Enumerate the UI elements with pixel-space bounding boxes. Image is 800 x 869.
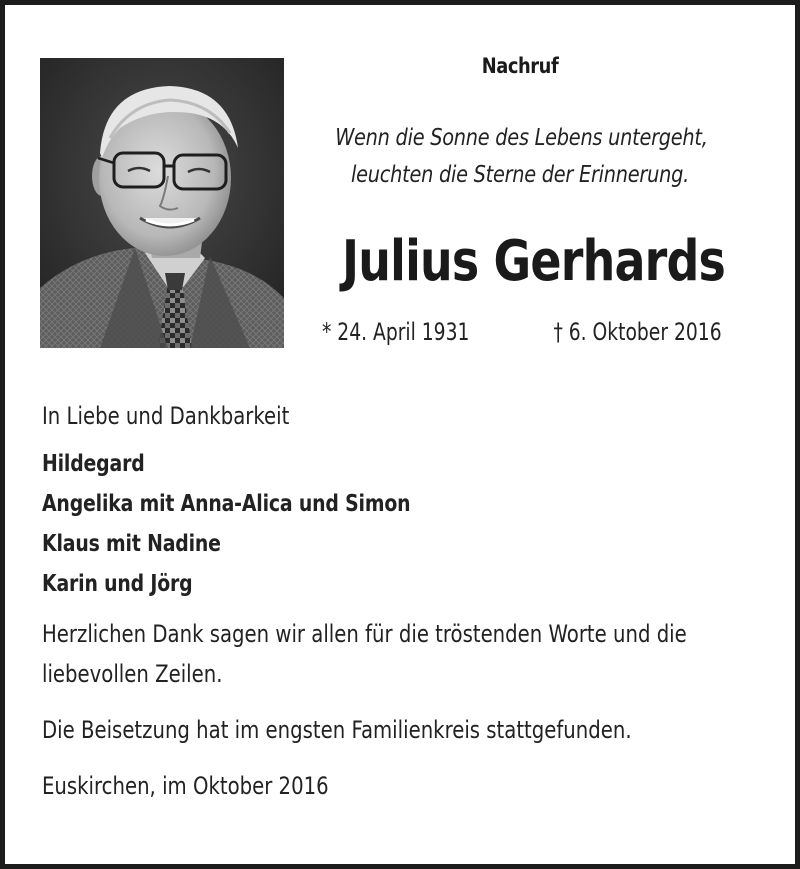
portrait-image (40, 58, 284, 348)
deceased-name-text: Julius Gerhards (342, 229, 726, 294)
place-date: Euskirchen, im Oktober 2016 (42, 772, 329, 800)
mourner-name: Karin und Jörg (42, 571, 193, 597)
deceased-name (300, 222, 740, 302)
mourner-name: Klaus mit Nadine (42, 531, 221, 557)
mourners-intro: In Liebe und Dankbarkeit (42, 402, 290, 430)
thanks-line-2: liebevollen Zeilen. (42, 660, 223, 688)
death-date: † 6. Oktober 2016 (553, 318, 722, 346)
motto-quote (300, 120, 740, 194)
obituary-title: Nachruf (481, 54, 559, 78)
birth-date: * 24. April 1931 (322, 318, 470, 346)
heading-block (310, 52, 730, 78)
funeral-note: Die Beisetzung hat im engsten Familienkreis stattgefunden. (42, 716, 632, 744)
thanks-line-1: Herzlichen Dank sagen wir allen für die tröstenden Worte und die (42, 620, 687, 648)
mourner-name: Hildegard (42, 451, 145, 477)
thanks-note (42, 614, 762, 694)
obituary-body (42, 396, 762, 806)
motto-line-1: Wenn die Sonne des Lebens untergeht, (335, 125, 708, 151)
portrait-photo (40, 58, 284, 348)
mourners-list (42, 444, 762, 604)
mourner-name: Angelika mit Anna-Alica und Simon (42, 491, 411, 517)
motto-line-2: leuchten die Sterne der Erinnerung. (351, 162, 689, 188)
